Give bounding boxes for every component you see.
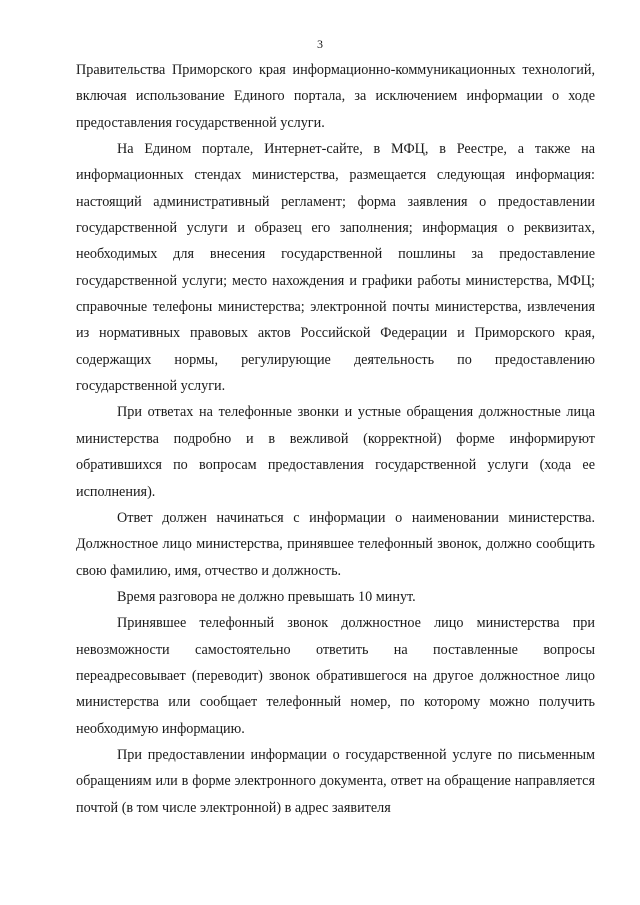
- paragraph-3: При ответах на телефонные звонки и устные обращения должностные лица министерства подробно и в вежливой (корректной) форме информируют обратившихся по вопросам предоставления государственной услуги (хода ее исполнения).: [76, 404, 595, 500]
- paragraph-5: Время разговора не должно превышать 10 минут.: [117, 588, 416, 605]
- document-body: [76, 57, 595, 821]
- paragraph-2: На Едином портале, Интернет-сайте, в МФЦ, в Реестре, а также на информационных стендах министерства, размещается следующая информация: настоящий административный регламент; форма заявления о предоставлении государственной услуги и образец его заполнения; информация о реквизитах, необходимых для внесения государственной пошлины за предоставление государственной услуги; место нахождения и графики работы министерства, МФЦ; справочные телефоны министерства; электронной почты министерства, извлечения из нормативных правовых актов Российской Федерации и Приморского края, содержащих нормы, регулирующие деятельность по предоставлению государственной услуги.: [76, 141, 595, 395]
- page-number: 3: [317, 37, 323, 51]
- paragraph-7: При предоставлении информации о государственной услуге по письменным обращениям или в форме электронного документа, ответ на обращение направляется почтой (в том числе электронной) в адрес заявителя: [76, 746, 595, 816]
- paragraph-4: Ответ должен начинаться с информации о наименовании министерства. Должностное лицо министерства, принявшее телефонный звонок, должно сообщить свою фамилию, имя, отчество и должность.: [76, 509, 595, 579]
- paragraph-6: Принявшее телефонный звонок должностное лицо министерства при невозможности самостоятельно ответить на поставленные вопросы переадресовывает (переводит) звонок обратившегося на другое должностное лицо министерства или сообщает телефонный номер, по которому можно получить необходимую информацию.: [76, 615, 595, 737]
- paragraph-1: Правительства Приморского края информационно-коммуникационных технологий, включая использование Единого портала, за исключением информации о ходе предоставления государственной услуги.: [76, 62, 595, 131]
